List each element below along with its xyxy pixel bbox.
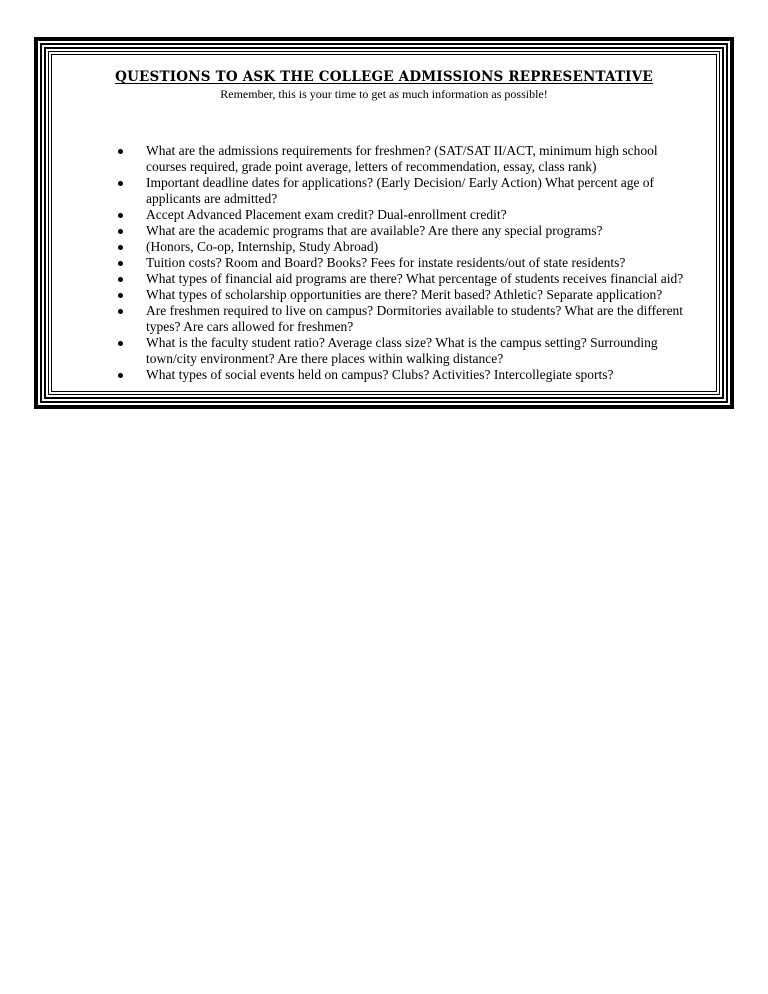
- list-item: [126, 335, 696, 367]
- question-text: Are freshmen required to live on campus? Dormitories available to students? What are the different types? Are cars allowed for freshmen?: [146, 303, 684, 334]
- question-text: Important deadline dates for applications? (Early Decision/ Early Action) What percent age of applicants are admitted?: [146, 175, 655, 206]
- list-item: [126, 367, 696, 383]
- list-item: [126, 303, 696, 335]
- bullet-icon: [118, 277, 123, 282]
- list-item: [126, 143, 696, 175]
- list-item: [126, 255, 696, 271]
- question-text: What types of scholarship opportunities are there? Merit based? Athletic? Separate application?: [146, 287, 663, 302]
- question-text: (Honors, Co-op, Internship, Study Abroad): [146, 239, 379, 254]
- list-item: [126, 175, 696, 207]
- bordered-box: [34, 37, 734, 409]
- bullet-icon: [118, 341, 123, 346]
- page-subtitle: Remember, this is your time to get as much information as possible!: [220, 87, 548, 101]
- bullet-icon: [118, 149, 123, 154]
- bullet-icon: [118, 229, 123, 234]
- list-item: [126, 207, 696, 223]
- bullet-icon: [118, 309, 123, 314]
- question-text: What types of financial aid programs are there? What percentage of students receives financial aid?: [146, 271, 684, 286]
- bullet-icon: [118, 245, 123, 250]
- page-title: QUESTIONS TO ASK THE COLLEGE ADMISSIONS REPRESENTATIVE: [115, 69, 653, 85]
- list-item: [126, 223, 696, 239]
- question-text: What are the academic programs that are available? Are there any special programs?: [146, 223, 603, 238]
- question-text: What types of social events held on campus? Clubs? Activities? Intercollegiate sports?: [146, 367, 614, 382]
- bullet-icon: [118, 293, 123, 298]
- question-text: Tuition costs? Room and Board? Books? Fees for instate residents/out of state residents?: [146, 255, 626, 270]
- question-text: Accept Advanced Placement exam credit? Dual-enrollment credit?: [146, 207, 507, 222]
- bullet-icon: [118, 181, 123, 186]
- question-text: What is the faculty student ratio? Average class size? What is the campus setting? Surrounding town/city environment? Are there places within walking distance?: [146, 335, 658, 366]
- question-list: [126, 143, 696, 383]
- question-text: What are the admissions requirements for freshmen? (SAT/SAT II/ACT, minimum high school courses required, grade point average, letters of recommendation, essay, class rank): [146, 143, 658, 174]
- bullet-icon: [118, 213, 123, 218]
- list-item: [126, 239, 696, 255]
- list-item: [126, 271, 696, 287]
- list-item: [126, 287, 696, 303]
- box-content: [56, 59, 712, 387]
- bullet-icon: [118, 373, 123, 378]
- bullet-icon: [118, 261, 123, 266]
